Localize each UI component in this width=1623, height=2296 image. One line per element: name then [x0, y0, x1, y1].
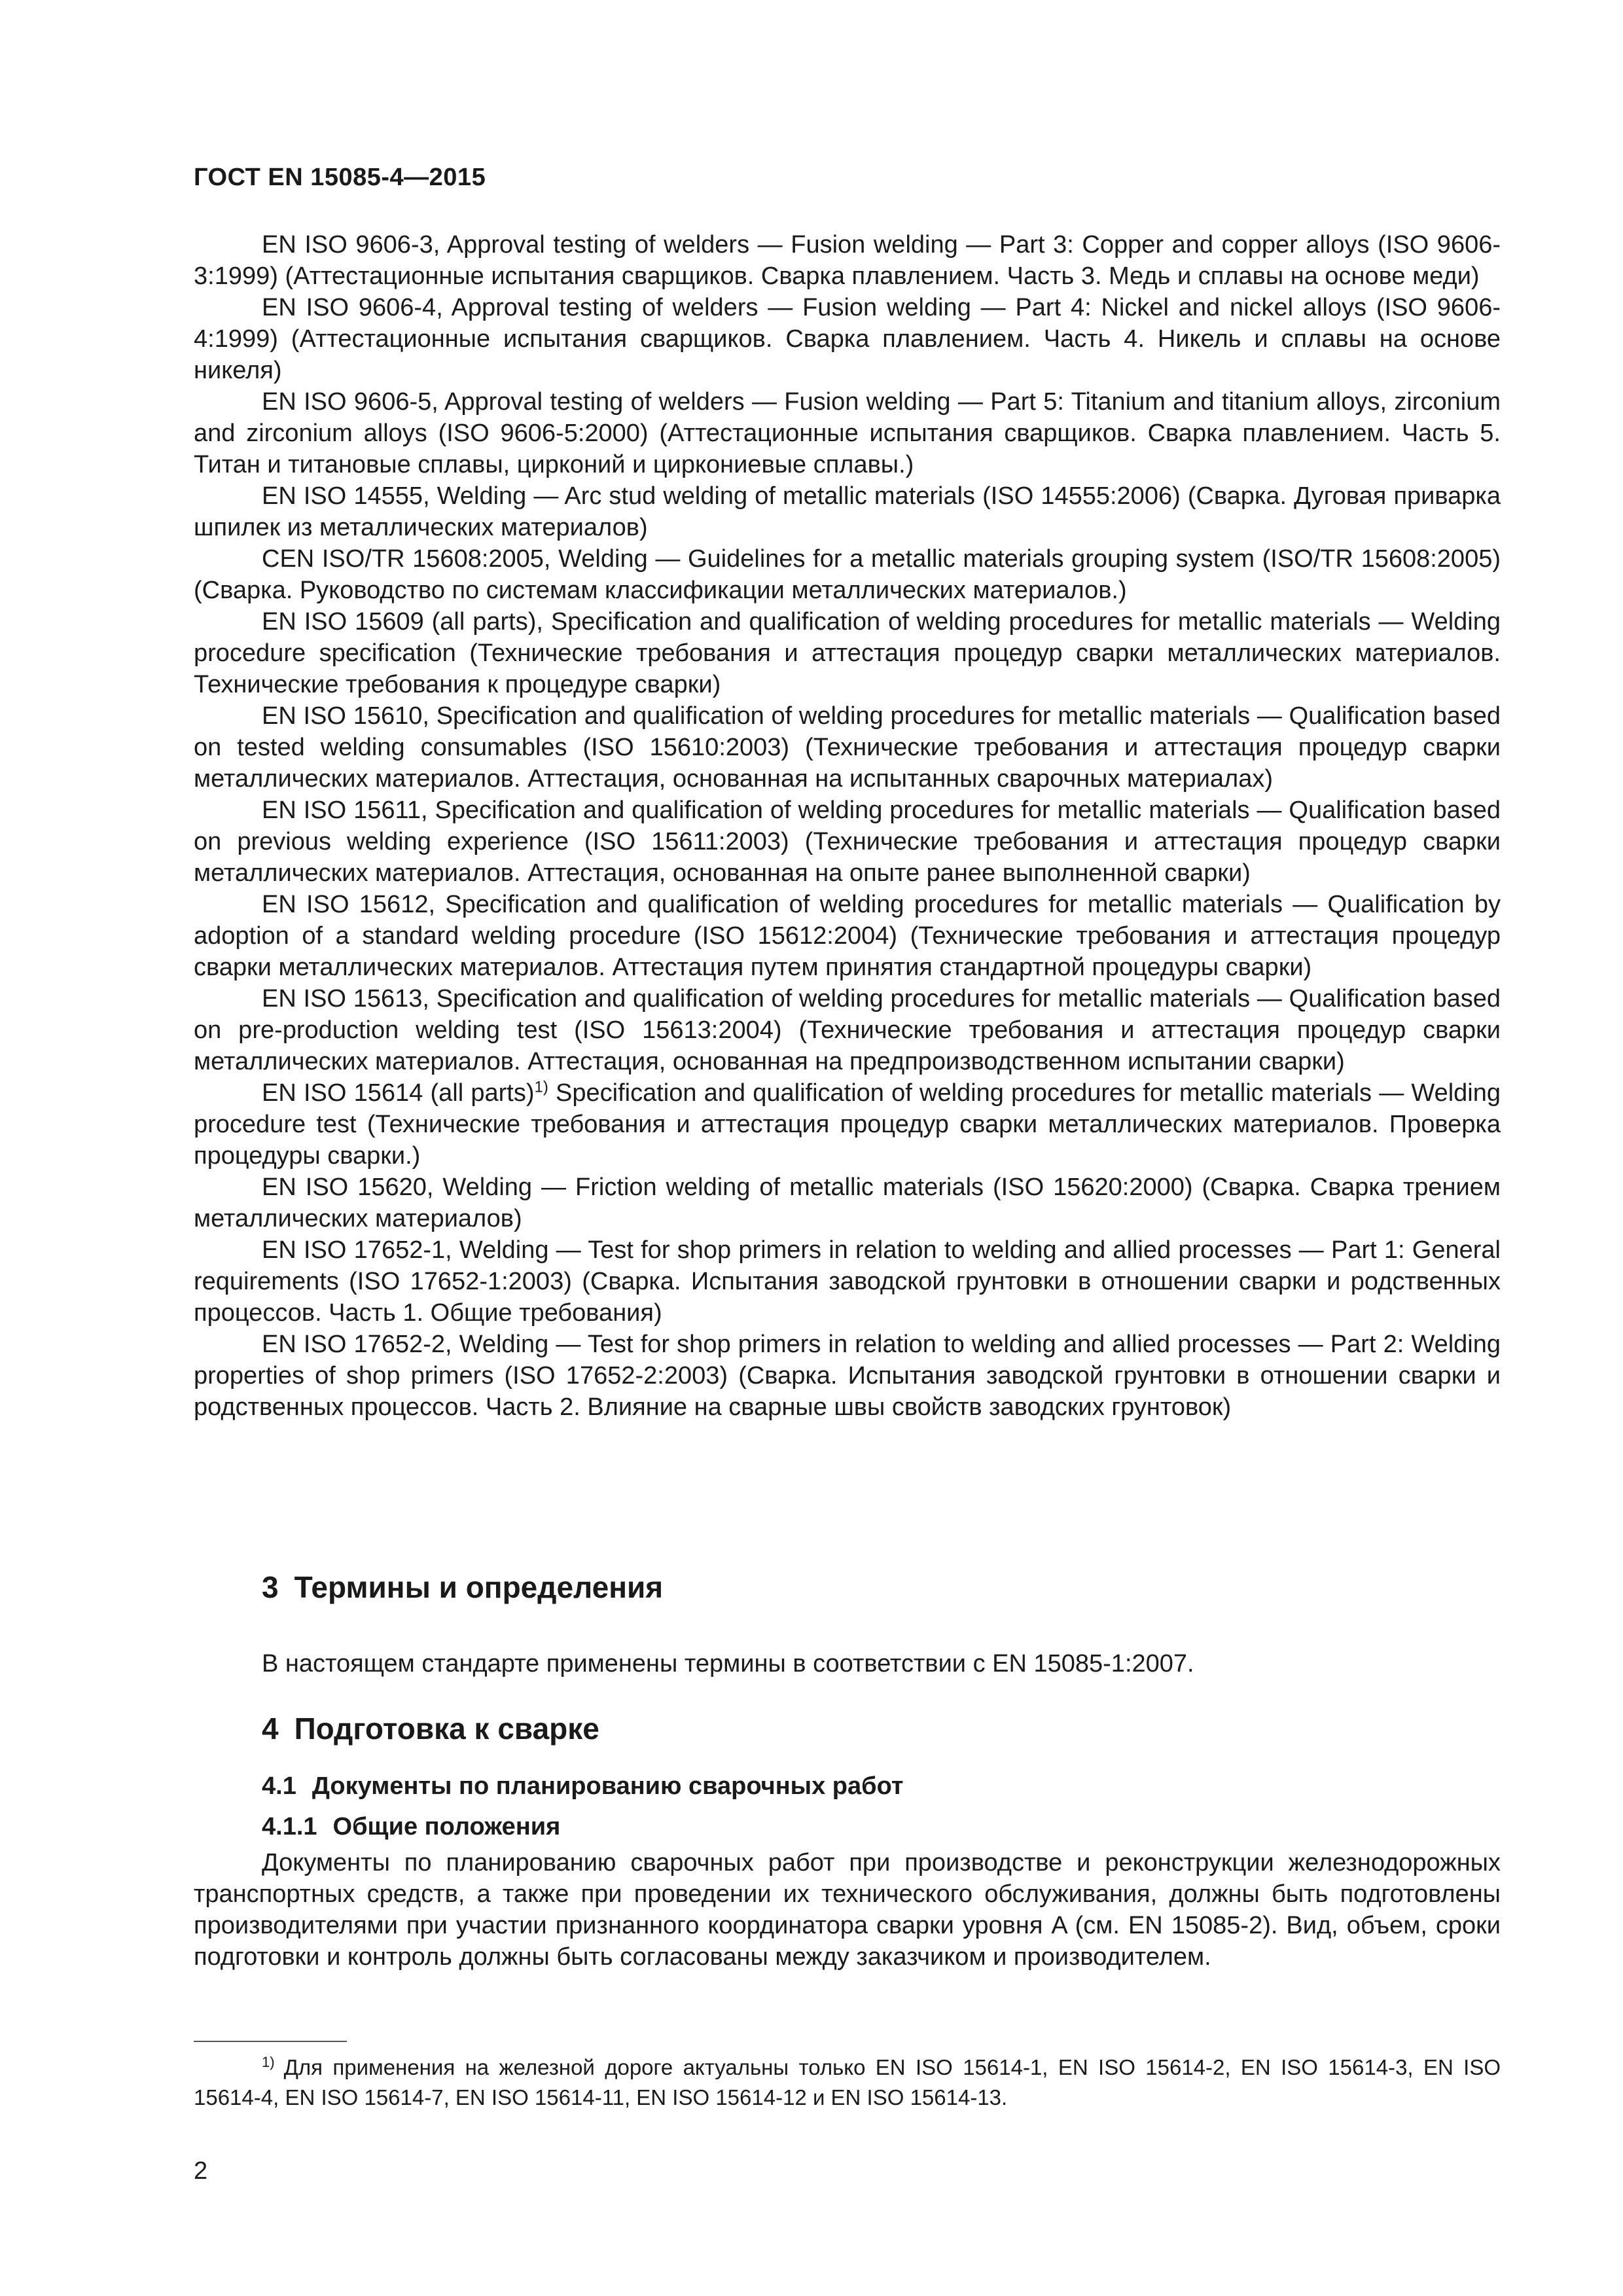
section-4-heading: 4 Подготовка к сварке [262, 1712, 599, 1746]
reference-item: EN ISO 15614 (all parts)$^{1)}$ Specification and qualification of welding procedures for metallic materials — Welding procedure test (Технические требования и аттестация процедур сварки металлических материалов. Проверка процедуры сварки.) [194, 1078, 1501, 1170]
reference-item: EN ISO 15620, Welding — Friction welding of metallic materials (ISO 15620:2000) (Сварка. Сварка трением металлических материалов) [194, 1174, 1501, 1232]
reference-item: CEN ISO/TR 15608:2005, Welding — Guidelines for a metallic materials grouping system (ISO/TR 15608:2005) (Сварка. Руководство по системам классификации металлических материалов.) [194, 545, 1501, 604]
section-4-1-heading: 4.1 Документы по планированию сварочных работ [262, 1772, 904, 1800]
footnote: $^{1)}$ Для применения на железной дороге актуальны только EN ISO 15614-1, EN ISO 15614-2, EN ISO 15614-3, EN ISO 15614-4, EN ISO 15614-7, EN ISO 15614-11, EN ISO 15614-12 и EN ISO 15614-13. [194, 2054, 1501, 2109]
footnote-marker: 1) [262, 2054, 275, 2070]
reference-item: EN ISO 14555, Welding — Arc stud welding of metallic materials (ISO 14555:2006) (Сварка. Дуговая приварка шпилек из металлических материалов) [194, 482, 1501, 541]
document-header: ГОСТ EN 15085-4—2015 [194, 164, 486, 191]
footnote-ref-marker[interactable]: 1) [534, 1078, 548, 1096]
reference-item: EN ISO 15613, Specification and qualification of welding procedures for metallic materials — Qualification based on pre-production welding test (ISO 15613:2004) (Технические требования и аттестация процедур сварки металлических материалов. Аттестация, основанная на предпроизводственном испытании сварки) [194, 985, 1501, 1075]
reference-item: EN ISO 17652-1, Welding — Test for shop primers in relation to welding and allied processes — Part 1: General requirements (ISO 17652-1:2003) (Сварка. Испытания заводской грунтовки в отношении сварки и родственных процессов. Часть 1. Общие требования) [194, 1236, 1501, 1327]
reference-item: EN ISO 15612, Specification and qualification of welding procedures for metallic materials — Qualification by adoption of a standard welding procedure (ISO 15612:2004) (Технические требования и аттестация процедур сварки металлических материалов. Аттестация путем принятия стандартной процедуры сварки) [194, 891, 1501, 981]
reference-item: EN ISO 9606-4, Approval testing of welders — Fusion welding — Part 4: Nickel and nickel alloys (ISO 9606- 4:1999) (Аттестационные испытания сварщиков. Сварка плавлением. Часть 4. Никель и сплавы на основе никеля) [194, 294, 1501, 384]
reference-item: EN ISO 17652-2, Welding — Test for shop primers in relation to welding and allied processes — Part 2: Welding properties of shop primers (ISO 17652-2:2003) (Сварка. Испытания заводской грунтовки в отношении сварки и родственных процессов. Часть 2. Влияние на сварные швы свойств заводских грунтовок) [194, 1331, 1501, 1421]
footnote-separator [194, 2041, 347, 2042]
section-4-1-1-heading: 4.1.1 Общие положения [262, 1813, 561, 1840]
reference-item: EN ISO 15610, Specification and qualification of welding procedures for metallic materials — Qualification based on tested welding consumables (ISO 15610:2003) (Технические требования и аттестация процедур сварки металлических материалов. Аттестация, основанная на испытанных сварочных материалах) [194, 702, 1501, 793]
normative-references-list [194, 229, 1501, 1423]
reference-item: EN ISO 15609 (all parts), Specification and qualification of welding procedures for metallic materials — Welding procedure specification (Технические требования и аттестация процедур сварки металлических материалов. Технические требования к процедуре сварки) [194, 608, 1501, 698]
reference-item: EN ISO 15611, Specification and qualification of welding procedures for metallic materials — Qualification based on previous welding experience (ISO 15611:2003) (Технические требования и аттестация процедур сварки металлических материалов. Аттестация, основанная на опыте ранее выполненной сварки) [194, 797, 1501, 887]
reference-item: EN ISO 9606-5, Approval testing of welders — Fusion welding — Part 5: Titanium and titanium alloys, zirconium and zirconium alloys (ISO 9606-5:2000) (Аттестационные испытания сварщиков. Сварка плавлением. Часть 5. Титан и титановые сплавы, цирконий и циркониевые сплавы.) [194, 388, 1501, 478]
page-number: 2 [194, 2157, 208, 2185]
section-3-text: В настоящем стандарте применены термины в соответствии с EN 15085-1:2007. [262, 1650, 1194, 1677]
section-4-1-1-paragraph: Документы по планированию сварочных работ при производстве и реконструкции железнодорожных транспортных средств, а также при проведении их технического обслуживания, должны быть подготовлены производителями при участии признанного координатора сварки уровня A (см. EN 15085-2). Вид, объем, сроки подготовки и контроль должны быть согласованы между заказчиком и производителем. [194, 1849, 1501, 1971]
section-3-heading: 3 Термины и определения [262, 1570, 664, 1604]
reference-item: EN ISO 9606-3, Approval testing of welders — Fusion welding — Part 3: Copper and copper alloys (ISO 9606-3:1999) (Аттестационные испытания сварщиков. Сварка плавлением. Часть 3. Медь и сплавы на основе меди) [194, 231, 1501, 290]
